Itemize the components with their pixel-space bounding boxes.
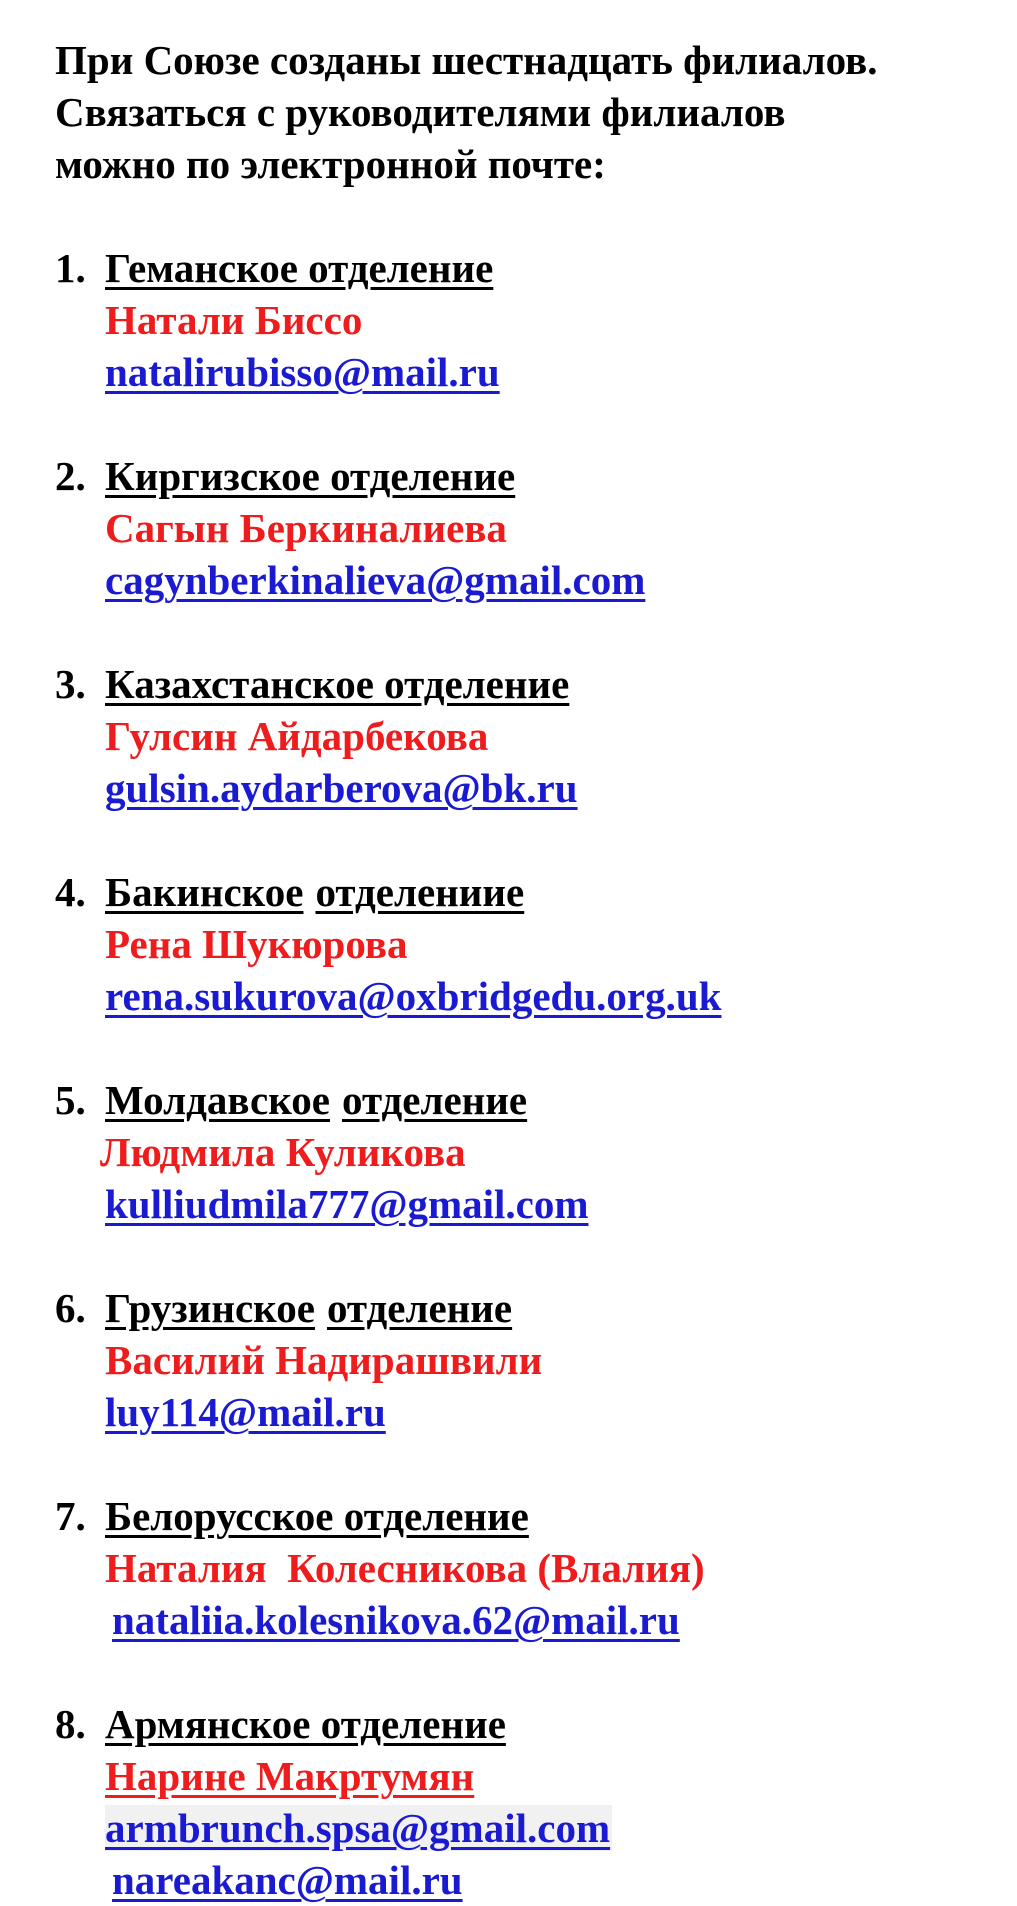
branch-head-name: Нарине Макртумян: [105, 1753, 475, 1799]
branch-head-name: Сагын Беркиналиева: [105, 505, 507, 551]
branch-head-name: Рена Шукюрова: [105, 921, 408, 967]
branch-number: 1.: [55, 245, 86, 291]
document-page: [55, 34, 1005, 1906]
branch-dept-name: Киргизское отделение: [105, 453, 516, 499]
branch-entry-7: [55, 1490, 1005, 1646]
intro-line-3: можно по электронной почте:: [55, 141, 606, 187]
branch-dept-name-part2: отделение: [326, 1285, 513, 1331]
branch-entry-3: [55, 658, 1005, 814]
branch-email-link-secondary[interactable]: nareakanc@mail.ru: [112, 1857, 463, 1903]
branch-email-link[interactable]: cagynberkinalieva@gmail.com: [105, 557, 646, 603]
branch-email-link[interactable]: kulliudmila777@gmail.com: [105, 1181, 589, 1227]
branch-dept-name-part2: отделениие: [315, 869, 525, 915]
branch-email-link[interactable]: luy114@mail.ru: [105, 1389, 386, 1435]
branch-number: 8.: [55, 1701, 86, 1747]
branch-dept-name-part1: Молдавское: [105, 1077, 330, 1123]
branch-dept-name-part1: Бакинское: [105, 869, 304, 915]
branch-dept-name: Геманское отделение: [105, 245, 494, 291]
branch-email-link[interactable]: armbrunch.spsa@gmail.com: [105, 1805, 611, 1851]
branch-number: 4.: [55, 869, 86, 915]
intro-line-2: Связаться с руководителями филиалов: [55, 89, 786, 135]
branch-number: 7.: [55, 1493, 86, 1539]
intro-paragraph: [55, 34, 1005, 190]
branch-number: 2.: [55, 453, 86, 499]
branch-entry-4: [55, 866, 1005, 1022]
branch-head-name: Гулсин Айдарбекова: [105, 713, 489, 759]
branch-head-name: Людмила Куликова: [100, 1129, 466, 1175]
branch-head-name: Наталия Колесникова (Влалия): [105, 1545, 705, 1591]
branch-dept-name-part2: отделение: [341, 1077, 528, 1123]
branch-entry-2: [55, 450, 1005, 606]
branch-entry-1: [55, 242, 1005, 398]
branch-number: 5.: [55, 1077, 86, 1123]
branch-dept-name: Казахстанское отделение: [105, 661, 570, 707]
branch-dept-name: Армянское отделение: [105, 1701, 506, 1747]
branch-entry-5: [55, 1074, 1005, 1230]
branch-head-name: Василий Надирашвили: [105, 1337, 543, 1383]
branch-head-name: Натали Биссо: [105, 297, 363, 343]
branch-email-link[interactable]: nataliia.kolesnikova.62@mail.ru: [112, 1597, 680, 1643]
branch-entry-6: [55, 1282, 1005, 1438]
intro-line-1: При Союзе созданы шестнадцать филиалов.: [55, 37, 878, 83]
branch-email-link[interactable]: gulsin.aydarberova@bk.ru: [105, 765, 578, 811]
branch-email-link[interactable]: natalirubisso@mail.ru: [105, 349, 500, 395]
branch-dept-name-part1: Грузинское: [105, 1285, 315, 1331]
branch-dept-name: Белорусское отделение: [105, 1493, 529, 1539]
branch-number: 3.: [55, 661, 86, 707]
branch-number: 6.: [55, 1285, 86, 1331]
branch-entry-8: [55, 1698, 1005, 1906]
branch-email-link[interactable]: rena.sukurova@oxbridgedu.org.uk: [105, 973, 722, 1019]
